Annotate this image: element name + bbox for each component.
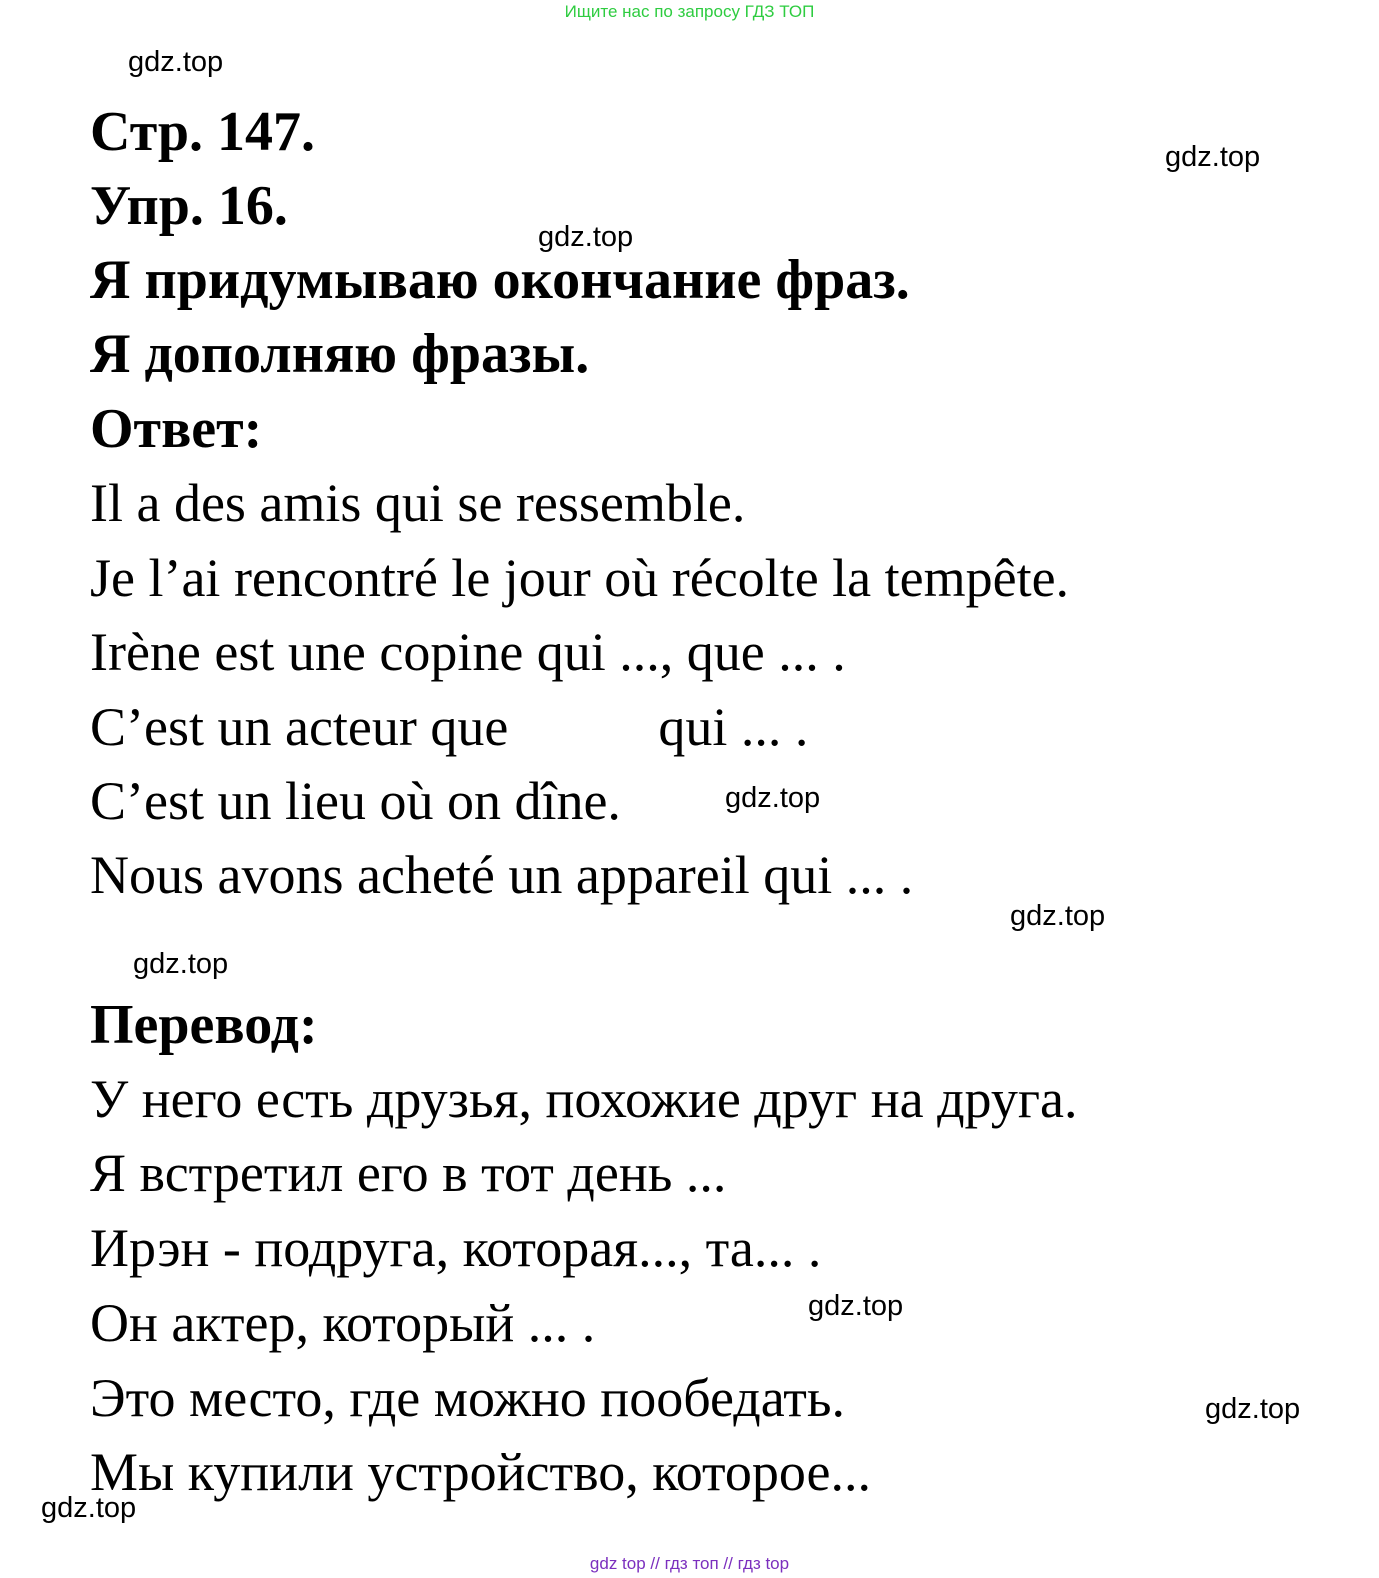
watermark: gdz.top xyxy=(133,948,229,980)
task-heading-1: Я придумываю окончание фраз. xyxy=(90,249,910,311)
translation-line: Ирэн - подруга, которая..., та... . xyxy=(90,1218,822,1278)
watermark: gdz.top xyxy=(128,46,224,78)
answer-line: Je l’ai rencontré le jour où récolte la tempête. xyxy=(90,548,1070,608)
answer-line: Irène est une copine qui ..., que ... . xyxy=(90,622,846,682)
answer-line: Nous avons acheté un appareil qui ... . xyxy=(90,845,914,905)
watermark: gdz.top xyxy=(41,1492,137,1524)
watermark: gdz.top xyxy=(808,1290,904,1322)
page-number-heading: Стр. 147. xyxy=(90,101,316,163)
watermark: gdz.top xyxy=(1165,141,1261,173)
watermark: gdz.top xyxy=(725,782,821,814)
translation-line: У него есть друзья, похожие друг на друга. xyxy=(90,1069,1078,1129)
answer-line: Il a des amis qui se ressemble. xyxy=(90,473,746,533)
translation-line: Он актер, который ... . xyxy=(90,1293,596,1353)
task-heading-2: Я дополняю фразы. xyxy=(90,323,590,385)
answer-line: C’est un lieu où on dîne. xyxy=(90,771,621,831)
translation-line: Это место, где можно пообедать. xyxy=(90,1368,845,1428)
translation-heading: Перевод: xyxy=(90,994,318,1056)
answer-line xyxy=(90,697,809,757)
answer-line-part: qui ... . xyxy=(658,697,809,757)
footer-watermark: gdz top // гдз топ // гдз top xyxy=(589,1554,790,1573)
watermark: gdz.top xyxy=(1010,900,1106,932)
answer-heading: Ответ: xyxy=(90,398,263,460)
answer-line-part: C’est un acteur que xyxy=(90,697,509,757)
top-search-banner: Ищите нас по запросу ГДЗ ТОП xyxy=(564,2,815,21)
exercise-number-heading: Упр. 16. xyxy=(90,175,288,237)
translation-line: Мы купили устройство, которое... xyxy=(90,1442,872,1502)
translation-line: Я встретил его в тот день ... xyxy=(90,1143,727,1203)
watermark: gdz.top xyxy=(538,221,634,253)
watermark: gdz.top xyxy=(1205,1393,1301,1425)
